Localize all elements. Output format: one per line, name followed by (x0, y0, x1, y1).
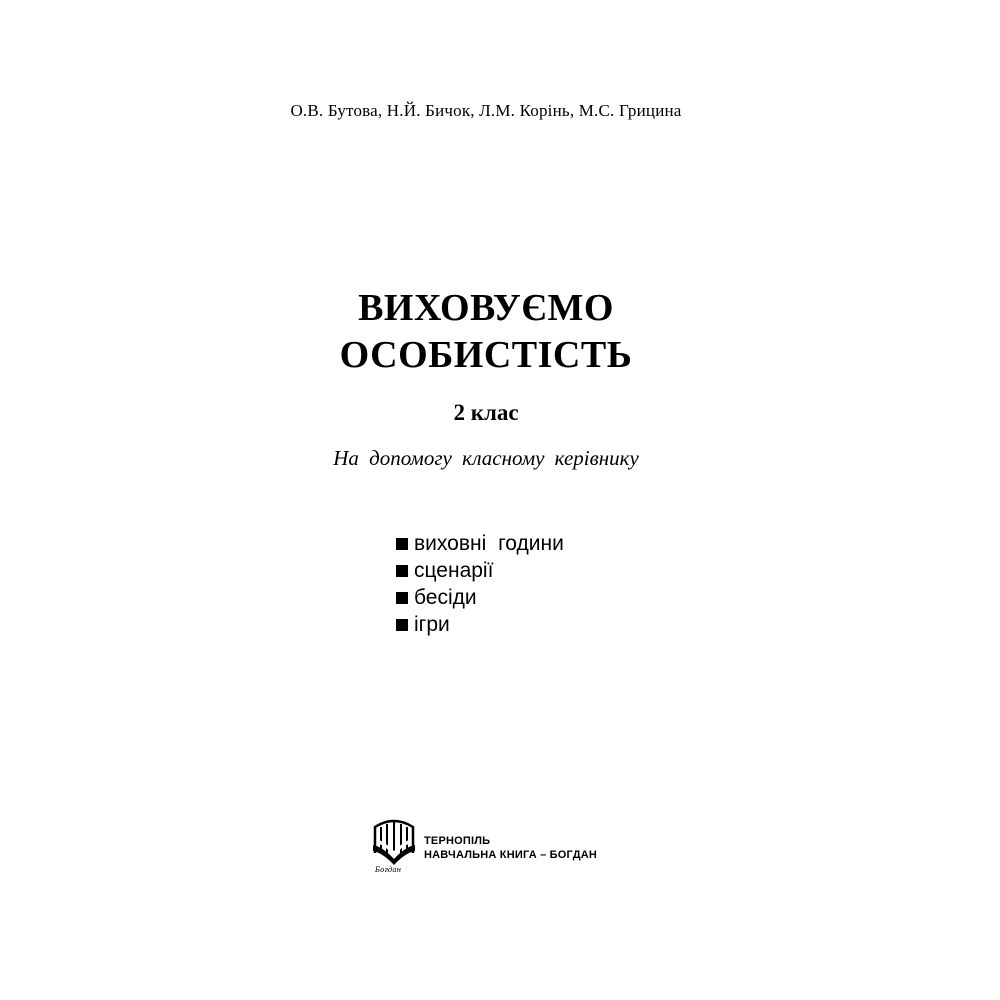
topic-text: сценарії (414, 559, 494, 582)
publisher-block (424, 834, 597, 862)
topics-list (396, 530, 564, 638)
square-bullet-icon (396, 565, 408, 577)
topic-text: виховні години (414, 532, 564, 555)
subtitle: На допомогу класному керівнику (333, 446, 639, 470)
authors: О.В. Бутова, Н.Й. Бичок, Л.М. Корінь, М.С. Грицина (290, 101, 682, 120)
topic-text: бесіди (414, 586, 477, 609)
topic-item (396, 584, 564, 611)
book-tree-logo-icon (371, 815, 417, 873)
grade: 2 клас (453, 400, 519, 425)
topic-text: ігри (414, 613, 450, 636)
svg-text:Богдан: Богдан (375, 866, 402, 873)
square-bullet-icon (396, 592, 408, 604)
title-line-1: ВИХОВУЄМО (358, 287, 614, 329)
topic-item (396, 611, 564, 638)
square-bullet-icon (396, 538, 408, 550)
title-line-2: ОСОБИСТІСТЬ (339, 334, 633, 376)
square-bullet-icon (396, 619, 408, 631)
topic-item (396, 530, 564, 557)
topic-item (396, 557, 564, 584)
publisher-city: ТЕРНОПІЛЬ (424, 835, 491, 847)
publisher-name: НАВЧАЛЬНА КНИГА – БОГДАН (424, 849, 598, 861)
